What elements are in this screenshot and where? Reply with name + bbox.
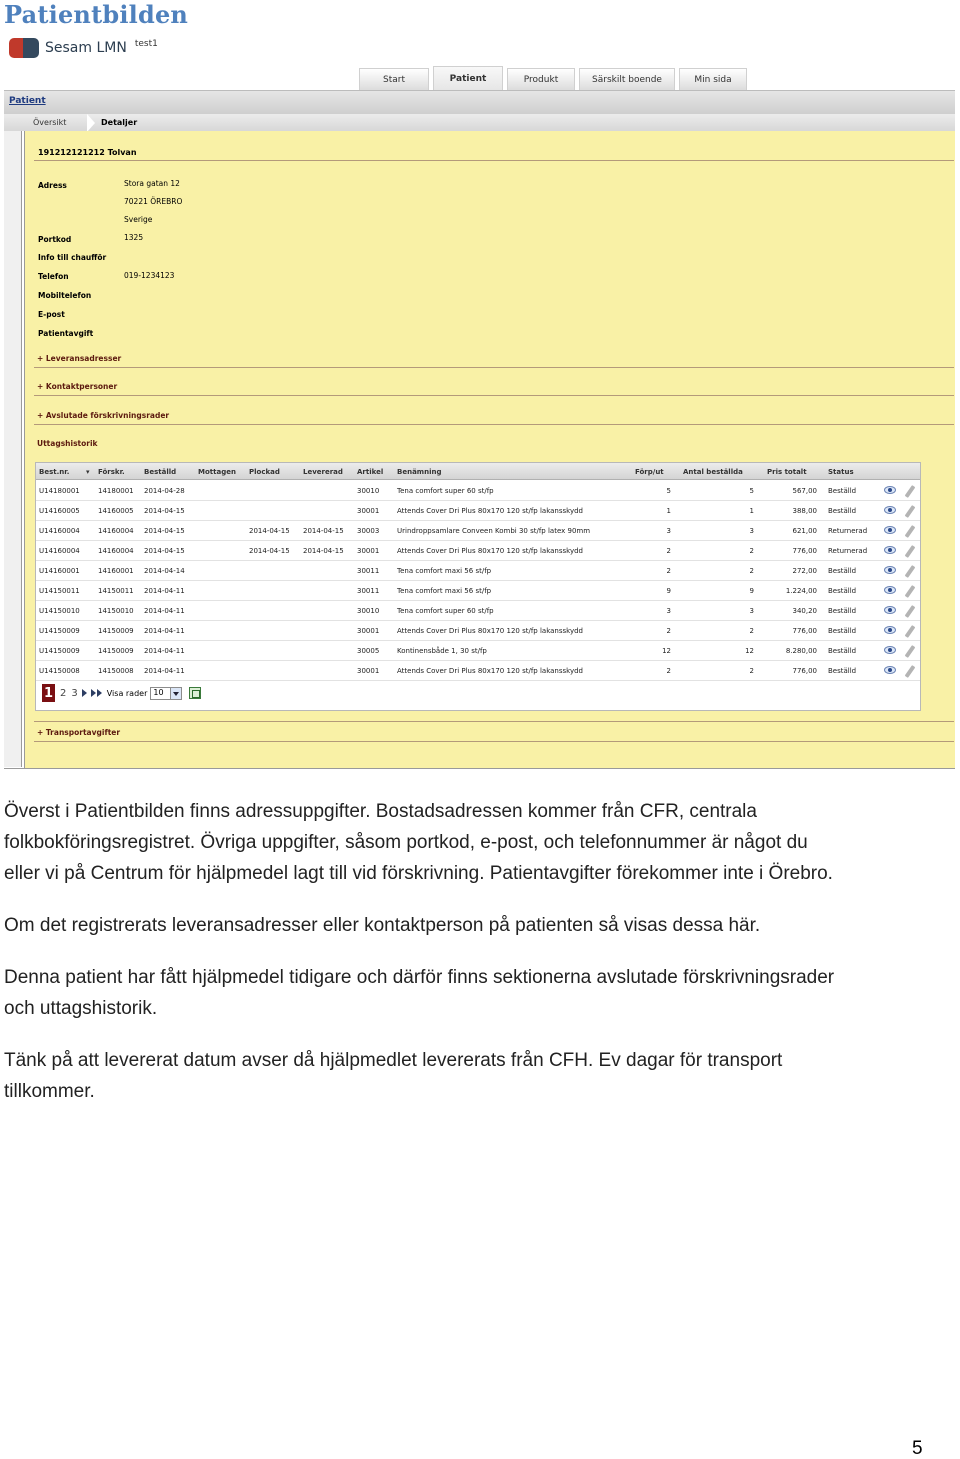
cell-pris-totalt: 8.280,00: [785, 647, 817, 655]
divider: [34, 424, 954, 425]
left-sidebar: [4, 131, 22, 767]
rows-per-page-label: Visa rader: [106, 688, 148, 698]
cell-antal-bestallda: 2: [749, 627, 754, 635]
view-eye-icon[interactable]: [884, 566, 896, 574]
cell-bestalld: 2014-04-15: [144, 527, 185, 535]
cell-bestalld: 2014-04-15: [144, 547, 185, 555]
tab-start[interactable]: Start: [359, 68, 429, 90]
cell-plockad: 2014-04-15: [249, 527, 290, 535]
paragraph-3: [4, 962, 944, 1024]
cell-forp-ut: 2: [666, 667, 671, 675]
cell-antal-bestallda: 12: [745, 647, 754, 655]
cell-antal-bestallda: 2: [749, 667, 754, 675]
cell-status: Beställd: [828, 487, 857, 495]
edit-pencil-icon[interactable]: [905, 625, 916, 638]
table-row: [36, 501, 920, 521]
cell-bestalld: 2014-04-14: [144, 567, 185, 575]
value-adress-street: Stora gatan 12: [124, 179, 180, 188]
cell-levererad: 2014-04-15: [303, 527, 344, 535]
value-adress-zip: 70221 ÖREBRO: [124, 197, 183, 206]
label-portkod: Portkod: [38, 235, 72, 244]
paragraph-3-line-2: och uttagshistorik.: [4, 998, 158, 1019]
patient-subbar: [4, 90, 955, 114]
label-telefon: Telefon: [38, 272, 69, 281]
col-levererad[interactable]: Levererad: [303, 468, 343, 476]
view-eye-icon[interactable]: [884, 666, 896, 674]
value-telefon: 019-1234123: [124, 271, 175, 280]
cell-best-nr: U14150008: [39, 667, 80, 675]
col-mottagen[interactable]: Mottagen: [198, 468, 236, 476]
value-adress-country: Sverige: [124, 215, 153, 224]
cell-status: Beställd: [828, 587, 857, 595]
cell-forskr: 14150011: [98, 587, 134, 595]
cell-antal-bestallda: 9: [749, 587, 754, 595]
edit-pencil-icon[interactable]: [905, 485, 916, 498]
patient-detail-panel: [24, 131, 955, 768]
edit-pencil-icon[interactable]: [905, 505, 916, 518]
cell-antal-bestallda: 5: [749, 487, 754, 495]
section-uttagshistorik: Uttagshistorik: [37, 439, 98, 448]
uttagshistorik-table: [35, 462, 921, 711]
label-mobiltelefon: Mobiltelefon: [38, 291, 92, 300]
divider: [34, 721, 954, 722]
cell-forskr: 14150009: [98, 647, 134, 655]
cell-status: Returnerad: [828, 527, 868, 535]
cell-benamning: Tena comfort super 60 st/fp: [397, 487, 494, 495]
cell-forp-ut: 1: [666, 507, 671, 515]
view-eye-icon[interactable]: [884, 546, 896, 554]
page-link-2[interactable]: 2: [60, 687, 67, 699]
label-info-chauffor: Info till chaufför: [38, 253, 107, 262]
cell-bestalld: 2014-04-11: [144, 587, 185, 595]
table-header: [36, 463, 920, 480]
cell-artikel: 30005: [357, 647, 380, 655]
cell-status: Beställd: [828, 507, 857, 515]
cell-pris-totalt: 388,00: [792, 507, 817, 515]
tab-produkt[interactable]: Produkt: [507, 68, 575, 90]
col-status[interactable]: Status: [828, 468, 854, 476]
paragraph-4: [4, 1045, 944, 1107]
cell-antal-bestallda: 2: [749, 567, 754, 575]
edit-pencil-icon[interactable]: [905, 665, 916, 678]
cell-plockad: 2014-04-15: [249, 547, 290, 555]
cell-bestalld: 2014-04-11: [144, 607, 185, 615]
rows-per-page-value: 10: [153, 687, 164, 697]
cell-best-nr: U14180001: [39, 487, 80, 495]
divider: [4, 768, 955, 769]
cell-pris-totalt: 776,00: [792, 627, 817, 635]
view-eye-icon[interactable]: [884, 526, 896, 534]
page-number: 5: [912, 1438, 923, 1459]
table-row: [36, 541, 920, 561]
view-eye-icon[interactable]: [884, 646, 896, 654]
cell-forp-ut: 12: [662, 647, 671, 655]
paragraph-1-line-2: folkbokföringsregistret. Övriga uppgifter, såsom portkod, e-post, och telefonnummer är något du: [4, 832, 808, 853]
cell-antal-bestallda: 3: [749, 527, 754, 535]
cell-artikel: 30003: [357, 527, 380, 535]
edit-pencil-icon[interactable]: [905, 545, 916, 558]
cell-benamning: Attends Cover Dri Plus 80x170 120 st/fp lakansskydd: [397, 667, 583, 675]
cell-best-nr: U14160004: [39, 527, 80, 535]
edit-pencil-icon[interactable]: [905, 605, 916, 618]
rows-per-page-select[interactable]: [150, 687, 182, 700]
section-avslutade-forskrivningsrader[interactable]: + Avslutade förskrivningsrader: [37, 411, 170, 420]
paragraph-2-line-1: Om det registrerats leveransadresser eller kontaktperson på patienten så visas dessa här.: [4, 915, 761, 936]
top-navigation: [359, 68, 751, 90]
chevron-down-icon: [170, 688, 181, 699]
sesam-logo-icon: [9, 38, 39, 58]
cell-status: Beställd: [828, 647, 857, 655]
next-page-icon[interactable]: [82, 689, 87, 697]
cell-forp-ut: 2: [666, 567, 671, 575]
cell-forskr: 14160004: [98, 527, 134, 535]
patient-id: 191212121212 Tolvan: [38, 148, 137, 157]
cell-forp-ut: 5: [666, 487, 671, 495]
excel-export-icon[interactable]: [189, 687, 201, 699]
label-patientavgift: Patientavgift: [38, 329, 94, 338]
paragraph-4-line-1: Tänk på att levererat datum avser då hjälpmedlet levererats från CFH. Ev dagar för transport: [4, 1050, 783, 1071]
page-link-3[interactable]: 3: [71, 687, 78, 699]
cell-artikel: 30001: [357, 507, 380, 515]
breadcrumb-detaljer: Detaljer: [101, 118, 138, 127]
cell-benamning: Tena comfort super 60 st/fp: [397, 607, 494, 615]
cell-benamning: Attends Cover Dri Plus 80x170 120 st/fp lakansskydd: [397, 547, 583, 555]
cell-benamning: Attends Cover Dri Plus 80x170 120 st/fp lakansskydd: [397, 507, 583, 515]
table-pager: [42, 683, 201, 703]
logged-in-user: test1: [134, 39, 158, 49]
sort-desc-icon[interactable]: ▾: [86, 468, 90, 476]
col-pris-totalt[interactable]: Pris totalt: [767, 468, 807, 476]
cell-bestalld: 2014-04-11: [144, 667, 185, 675]
edit-pencil-icon[interactable]: [905, 645, 916, 658]
cell-artikel: 30001: [357, 627, 380, 635]
cell-forskr: 14150010: [98, 607, 134, 615]
label-epost: E-post: [38, 310, 65, 319]
tab-sarskilt-boende[interactable]: Särskilt boende: [579, 68, 675, 90]
cell-forp-ut: 9: [666, 587, 671, 595]
cell-benamning: Kontinensbåde 1, 30 st/fp: [397, 647, 487, 655]
cell-bestalld: 2014-04-11: [144, 627, 185, 635]
cell-benamning: Tena comfort maxi 56 st/fp: [397, 587, 492, 595]
table-row: [36, 581, 920, 601]
cell-status: Beställd: [828, 567, 857, 575]
cell-best-nr: U14150009: [39, 627, 80, 635]
last-page-icon[interactable]: [91, 689, 96, 697]
label-adress: Adress: [38, 181, 67, 190]
cell-best-nr: U14150009: [39, 647, 80, 655]
col-bestalld[interactable]: Beställd: [144, 468, 177, 476]
section-leveransadresser[interactable]: + Leveransadresser: [37, 354, 122, 363]
cell-pris-totalt: 1.224,00: [785, 587, 817, 595]
cell-artikel: 30001: [357, 667, 380, 675]
cell-forp-ut: 2: [666, 547, 671, 555]
cell-forskr: 14160004: [98, 547, 134, 555]
cell-antal-bestallda: 3: [749, 607, 754, 615]
col-forp-ut[interactable]: Förp/ut: [635, 468, 664, 476]
document-title: Patientbilden: [4, 0, 189, 29]
divider: [34, 367, 954, 368]
view-eye-icon[interactable]: [884, 506, 896, 514]
cell-forskr: 14150009: [98, 627, 134, 635]
cell-artikel: 30011: [357, 587, 380, 595]
cell-best-nr: U14150011: [39, 587, 80, 595]
cell-status: Beställd: [828, 627, 857, 635]
paragraph-1: [4, 796, 944, 889]
paragraph-3-line-1: Denna patient har fått hjälpmedel tidigare och därför finns sektionerna avslutade förskrivningsrader: [4, 967, 835, 988]
view-eye-icon[interactable]: [884, 606, 896, 614]
paragraph-2: [4, 910, 944, 941]
col-benamning[interactable]: Benämning: [397, 468, 442, 476]
breadcrumb: [4, 114, 955, 131]
cell-forp-ut: 3: [666, 527, 671, 535]
cell-pris-totalt: 272,00: [792, 567, 817, 575]
page-current: 1: [43, 685, 54, 701]
brand-name: Sesam LMN: [45, 40, 127, 56]
tab-patient[interactable]: Patient: [433, 66, 503, 90]
table-row: [36, 621, 920, 641]
edit-pencil-icon[interactable]: [905, 565, 916, 578]
cell-artikel: 30010: [357, 607, 380, 615]
table-row: [36, 481, 920, 501]
section-transportavgifter[interactable]: + Transportavgifter: [37, 728, 121, 737]
cell-pris-totalt: 776,00: [792, 667, 817, 675]
view-eye-icon[interactable]: [884, 586, 896, 594]
paragraph-4-line-2: tillkommer.: [4, 1081, 95, 1102]
table-row: [36, 641, 920, 661]
section-kontaktpersoner[interactable]: + Kontaktpersoner: [37, 382, 118, 391]
paragraph-1-line-1: Överst i Patientbilden finns adressuppgifter. Bostadsadressen kommer från CFR, centrala: [4, 801, 757, 822]
cell-forskr: 14160005: [98, 507, 134, 515]
divider: [34, 395, 954, 396]
cell-best-nr: U14150010: [39, 607, 80, 615]
patient-link[interactable]: Patient: [9, 96, 46, 106]
divider: [34, 160, 954, 161]
cell-pris-totalt: 340,20: [792, 607, 817, 615]
table-row: [36, 561, 920, 581]
cell-best-nr: U14160001: [39, 567, 80, 575]
cell-antal-bestallda: 1: [749, 507, 754, 515]
cell-antal-bestallda: 2: [749, 547, 754, 555]
cell-bestalld: 2014-04-28: [144, 487, 185, 495]
col-antal-bestallda[interactable]: Antal beställda: [683, 468, 743, 476]
cell-levererad: 2014-04-15: [303, 547, 344, 555]
cell-benamning: Attends Cover Dri Plus 80x170 120 st/fp lakansskydd: [397, 627, 583, 635]
cell-bestalld: 2014-04-15: [144, 507, 185, 515]
col-forskr[interactable]: Förskr.: [98, 468, 125, 476]
table-row: [36, 661, 920, 681]
cell-forskr: 14180001: [98, 487, 134, 495]
paragraph-1-line-3: eller vi på Centrum för hjälpmedel lagt till vid förskrivning. Patientavgifter förekommer inte i Örebro.: [4, 863, 833, 884]
divider: [34, 741, 954, 742]
cell-artikel: 30010: [357, 487, 380, 495]
cell-pris-totalt: 567,00: [792, 487, 817, 495]
cell-benamning: Urindroppsamlare Conveen Kombi 30 st/fp latex 90mm: [397, 527, 591, 535]
cell-status: Returnerad: [828, 547, 868, 555]
cell-benamning: Tena comfort maxi 56 st/fp: [397, 567, 492, 575]
cell-pris-totalt: 776,00: [792, 547, 817, 555]
breadcrumb-oversikt[interactable]: Översikt: [33, 118, 67, 127]
cell-forskr: 14150008: [98, 667, 134, 675]
breadcrumb-separator-icon: [87, 114, 95, 132]
last-page-icon-part: [97, 689, 102, 697]
col-plockad[interactable]: Plockad: [249, 468, 280, 476]
tab-min-sida[interactable]: Min sida: [679, 68, 747, 90]
cell-forp-ut: 2: [666, 627, 671, 635]
col-artikel[interactable]: Artikel: [357, 468, 384, 476]
edit-pencil-icon[interactable]: [905, 525, 916, 538]
table-row: [36, 601, 920, 621]
cell-artikel: 30001: [357, 547, 380, 555]
brand: [9, 37, 158, 59]
cell-status: Beställd: [828, 667, 857, 675]
cell-best-nr: U14160005: [39, 507, 80, 515]
cell-best-nr: U14160004: [39, 547, 80, 555]
table-row: [36, 521, 920, 541]
col-best-nr[interactable]: Best.nr.: [39, 468, 70, 476]
cell-forskr: 14160001: [98, 567, 134, 575]
cell-pris-totalt: 621,00: [792, 527, 817, 535]
edit-pencil-icon[interactable]: [905, 585, 916, 598]
app-screenshot: [4, 30, 955, 772]
value-portkod: 1325: [124, 233, 144, 242]
cell-forp-ut: 3: [666, 607, 671, 615]
cell-artikel: 30011: [357, 567, 380, 575]
view-eye-icon[interactable]: [884, 486, 896, 494]
cell-status: Beställd: [828, 607, 857, 615]
cell-bestalld: 2014-04-11: [144, 647, 185, 655]
view-eye-icon[interactable]: [884, 626, 896, 634]
